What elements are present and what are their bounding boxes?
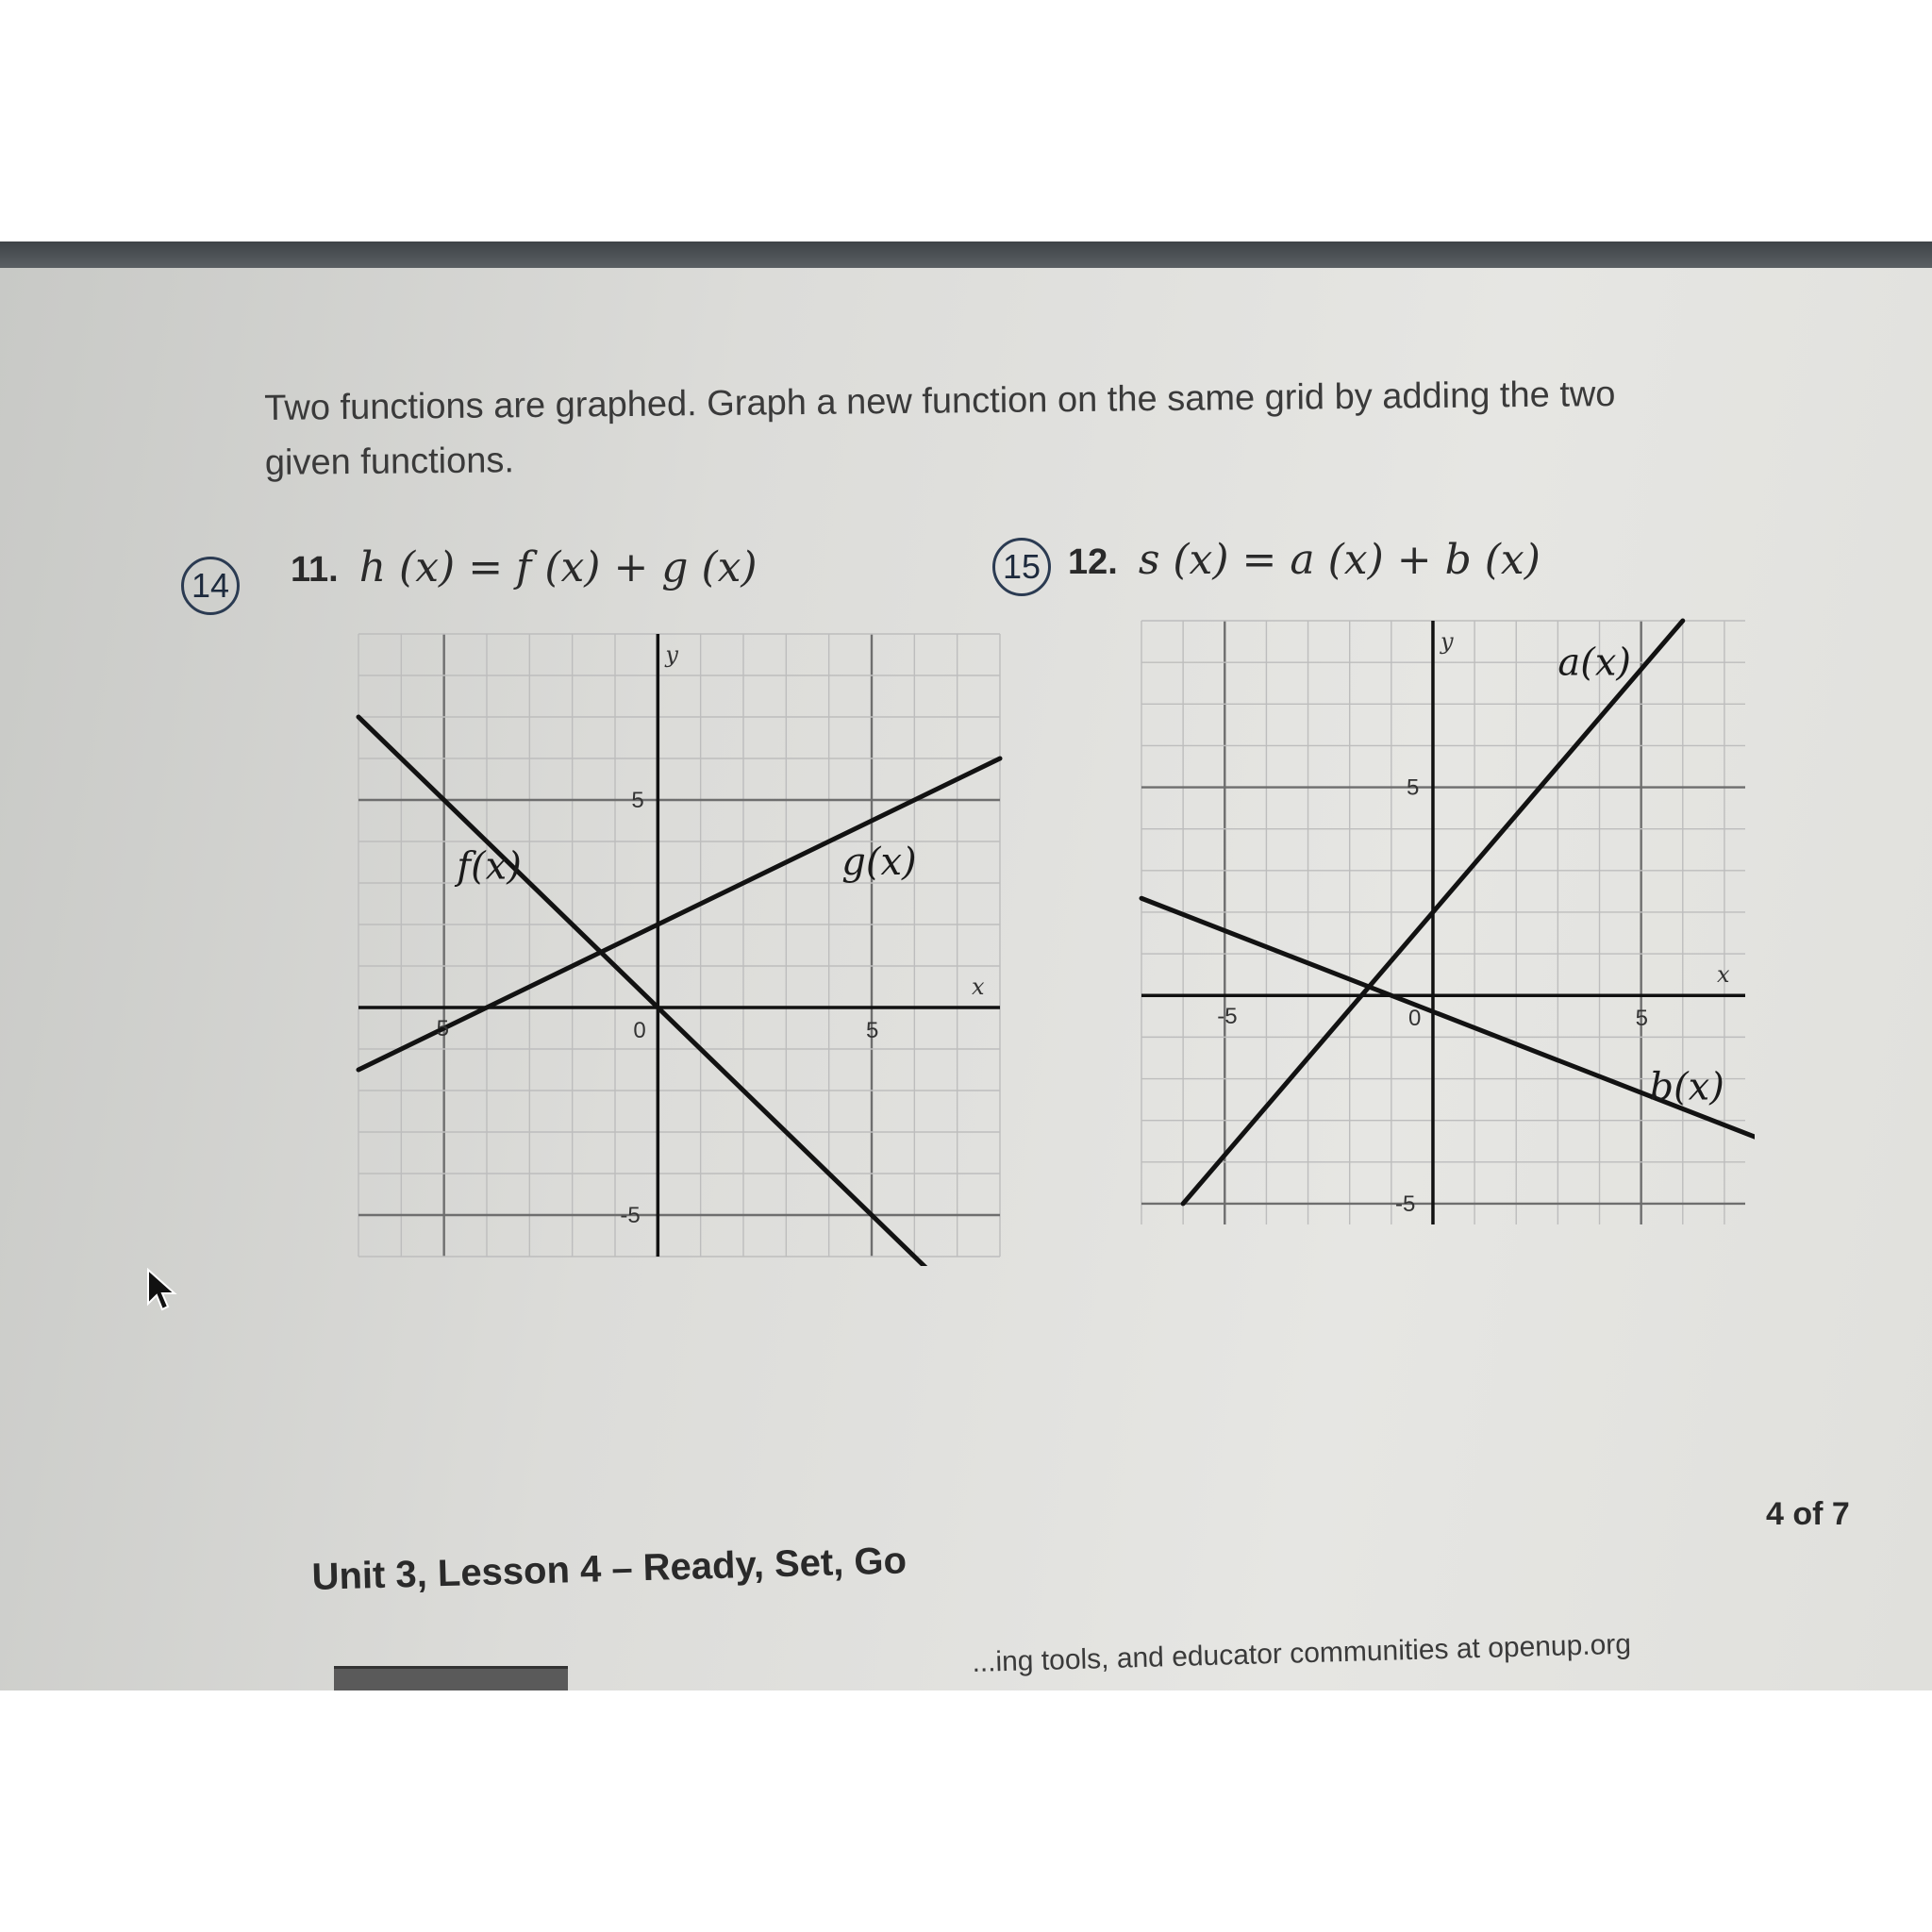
license-badge (334, 1666, 568, 1690)
problem-11-title (291, 543, 758, 591)
instructions-text: Two functions are graphed. Graph a new function on the same grid by adding the two given functions. (264, 375, 1616, 483)
tick-label-origin: 0 (633, 1018, 646, 1043)
tick-label-y-neg: -5 (620, 1203, 641, 1228)
tick-label-x-pos: 5 (1635, 1006, 1649, 1032)
grid (1141, 621, 1745, 1224)
credit-text: ...ing tools, and educator communities at openup.org (972, 1628, 1632, 1678)
series-label-ax: a(x) (1557, 641, 1632, 685)
series-label-fx: f(x) (457, 844, 522, 889)
tick-label-y-pos: 5 (631, 788, 644, 813)
axis-label-y: y (665, 641, 678, 668)
series-label-gx: g(x) (841, 841, 917, 885)
axis-label-x: x (1717, 961, 1730, 989)
mouse-pointer-icon (146, 1268, 178, 1315)
series-label-bx: b(x) (1649, 1065, 1724, 1109)
tick-label-y-neg: -5 (1394, 1191, 1416, 1217)
tick-label-y-pos: 5 (1406, 774, 1420, 801)
circled-number-15: 15 (992, 538, 1051, 596)
axes (358, 634, 1000, 1257)
axes (1141, 621, 1745, 1224)
problem-12-title (1068, 536, 1541, 584)
tick-label-x-neg: -5 (1217, 1004, 1238, 1030)
tick-label-x-neg: 5 (436, 1016, 450, 1041)
tick-label-x-pos: 5 (866, 1018, 879, 1043)
tick-label-origin: 0 (1407, 1006, 1422, 1032)
top-margin (0, 0, 1932, 242)
worksheet-screen (0, 268, 1932, 1690)
problem-number: 11. (291, 550, 339, 590)
problem-number: 12. (1068, 542, 1118, 582)
graph-s-a-plus-b[interactable] (1132, 611, 1755, 1234)
screen-bezel (0, 242, 1932, 268)
page-counter: 4 of 7 (1766, 1496, 1850, 1532)
lesson-title: Unit 3, Lesson 4 – Ready, Set, Go (311, 1540, 908, 1598)
graph-h-f-plus-g[interactable] (349, 625, 1009, 1266)
bottom-margin (0, 1690, 1932, 1932)
axis-label-x: x (972, 974, 985, 1000)
circled-number-14: 14 (181, 557, 240, 615)
problem-equation: s (x) = a (x) + b (x) (1138, 536, 1541, 584)
grid (358, 634, 1000, 1257)
axis-label-y: y (1440, 628, 1454, 655)
function-line-gx (358, 758, 1000, 1070)
problem-equation: h (x) = f (x) + g (x) (358, 543, 758, 591)
